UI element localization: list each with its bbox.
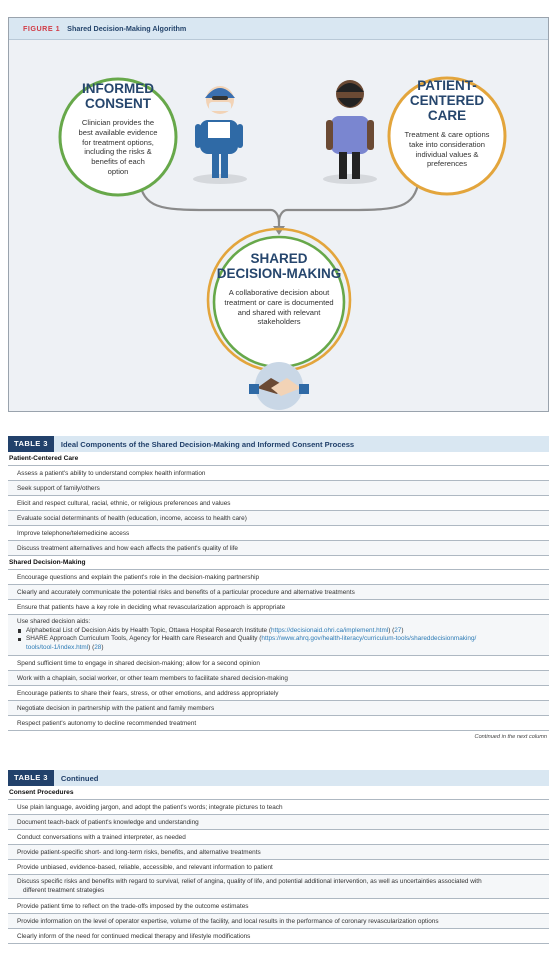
decision-aid-item: Alphabetical List of Decision Aids by Health Topic, Ottawa Hospital Research Institute (https://decisionaid.ohri.ca/implement.html) (27)	[17, 627, 549, 636]
section-heading: Shared Decision-Making	[8, 556, 549, 570]
doctor-figure-icon	[193, 86, 247, 184]
patient-centered-body: Treatment & care options take into consideration individual values & preferences	[404, 130, 490, 169]
shared-decision-title: SHARED DECISION-MAKING	[216, 251, 342, 281]
table-row: Improve telephone/telemedicine access	[8, 526, 549, 541]
figure-header	[9, 18, 548, 40]
table-3-continued	[8, 770, 549, 944]
decision-aid-item: SHARE Approach Curriculum Tools, Agency for Health care Research and Quality (https://www.ahrq.gov/health-literacy/curriculum-tools/shareddecisionmaking/ tools/tool-1/index.html) (28)	[17, 635, 549, 652]
shared-decision-body: A collaborative decision about treatment or care is documented and shared with relevant stakeholders	[224, 288, 334, 327]
decision-aids-intro: Use shared decision aids:	[17, 618, 91, 625]
ohri-link[interactable]: https://decisionaid.ohri.ca/implement.html	[270, 626, 389, 634]
table-3-continued-header	[8, 770, 549, 786]
figure-label: FIGURE 1	[23, 24, 61, 33]
section-heading: Consent Procedures	[8, 786, 549, 800]
table-3-badge: TABLE 3	[8, 436, 54, 452]
patient-centered-title: PATIENT- CENTERED CARE	[409, 78, 485, 123]
table-3-continued-title: Continued	[60, 773, 99, 783]
shared-decision-text	[214, 251, 344, 327]
table-row: Clearly and accurately communicate the potential risks and benefits of a particular procedure and alternative treatments	[8, 585, 549, 600]
table-row: Evaluate social determinants of health (education, income, access to health care)	[8, 511, 549, 526]
table-row: Discuss treatment alternatives and how each affects the patient's quality of life	[8, 541, 549, 556]
table-row: Provide information on the level of operator expertise, volume of the facility, and local results in the performance of coronary revascularization options	[8, 914, 549, 929]
left-arrow-path	[139, 180, 279, 228]
table-3-continued-badge: TABLE 3	[8, 770, 54, 786]
table-row: Elicit and respect cultural, racial, ethnic, or religious preferences and values	[8, 496, 549, 511]
table-row: Seek support of family/others	[8, 481, 549, 496]
right-arrow-path	[279, 180, 419, 222]
table-row: Assess a patient's ability to understand complex health information	[8, 466, 549, 481]
table-row: Provide patient-specific short- and long-term risks, benefits, and alternative treatments	[8, 845, 549, 860]
table-row: Provide unbiased, evidence-based, reliable, accessible, and relevant information to patient	[8, 860, 549, 875]
figure-1	[8, 17, 549, 412]
reference-27-link[interactable]: 27	[394, 626, 402, 634]
ahrq-link-continued[interactable]: tools/tool-1/index.html	[26, 643, 89, 651]
table-row: Use plain language, avoiding jargon, and adopt the patient's words; integrate pictures to teach	[8, 800, 549, 815]
table-row: Work with a chaplain, social worker, or other team members to facilitate shared decision-making	[8, 671, 549, 686]
informed-consent-body: Clinician provides the best available evidence for treatment options, including the risks & benefits of each option	[78, 118, 158, 176]
table-row: Ensure that patients have a key role in deciding what revascularization approach is appropriate	[8, 600, 549, 615]
section-heading: Patient-Centered Care	[8, 452, 549, 466]
figure-title: Shared Decision-Making Algorithm	[67, 24, 187, 33]
table-row: Provide patient time to reflect on the trade-offs imposed by the outcome estimates	[8, 899, 549, 914]
table-row: Negotiate decision in partnership with the patient and family members	[8, 701, 549, 716]
table-row: Respect patient's autonomy to decline recommended treatment	[8, 716, 549, 731]
reference-28-link[interactable]: 28	[94, 643, 102, 651]
decision-aids-row	[8, 615, 549, 656]
table-3-header	[8, 436, 549, 452]
handshake-icon	[249, 362, 309, 410]
table-row: Clearly inform of the need for continued medical therapy and lifestyle modifications	[8, 929, 549, 944]
arrow-head-icon	[273, 226, 285, 235]
table-3-title: Ideal Components of the Shared Decision-Making and Informed Consent Process	[60, 439, 355, 449]
informed-consent-text	[65, 81, 171, 177]
patient-figure-icon	[323, 80, 377, 184]
ahrq-link[interactable]: https://www.ahrq.gov/health-literacy/curriculum-tools/shareddecisionmaking/	[261, 635, 477, 643]
continued-note: Continued in the next column	[474, 734, 547, 741]
patient-centered-text	[394, 78, 500, 169]
table-row: Conduct conversations with a trained interpreter, as needed	[8, 830, 549, 845]
table-row: Encourage patients to share their fears, stress, or other emotions, and address appropriately	[8, 686, 549, 701]
flow-arrows	[139, 180, 419, 228]
table-row: Spend sufficient time to engage in shared decision-making; allow for a second opinion	[8, 656, 549, 671]
informed-consent-title: INFORMED CONSENT	[82, 81, 154, 111]
table-row: Document teach-back of patient's knowledge and understanding	[8, 815, 549, 830]
table-row: Encourage questions and explain the patient's role in the decision-making partnership	[8, 570, 549, 585]
table-row: Discuss specific risks and benefits with regard to survival, relief of angina, quality of life, and potential additional intervention, as well as uncertainties associated with different treatment strategies	[8, 875, 549, 899]
table-3	[8, 436, 549, 740]
